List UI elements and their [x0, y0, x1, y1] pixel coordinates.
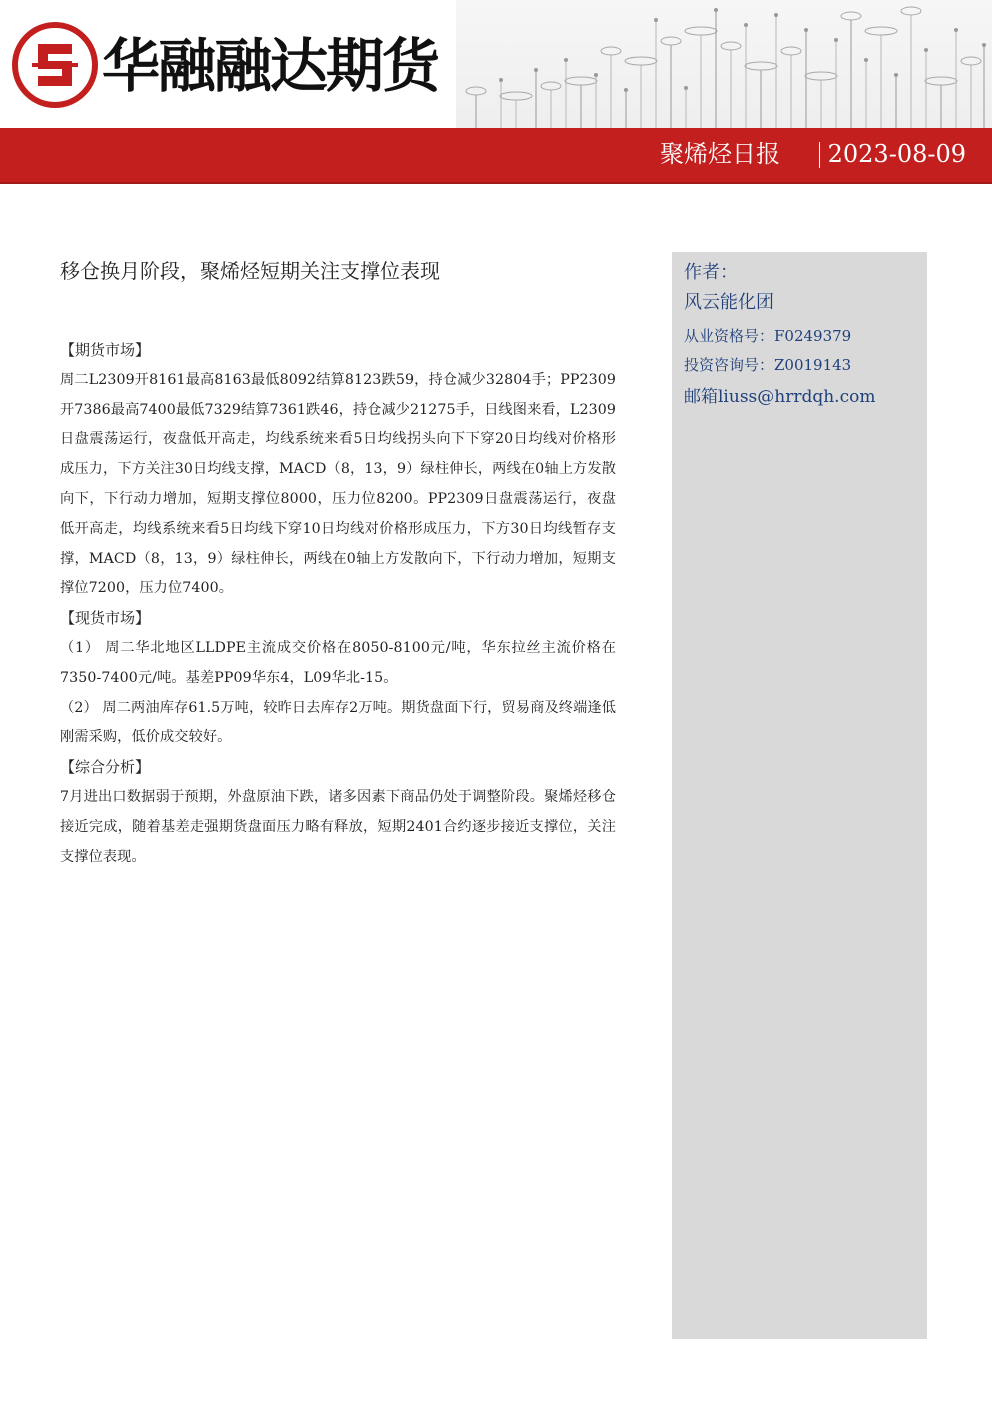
decor-dot	[954, 28, 958, 32]
brand-logo-icon	[12, 22, 98, 108]
company-name: 华融融达期货	[102, 32, 439, 100]
decor-ellipse	[466, 87, 486, 95]
decor-dot	[499, 78, 503, 82]
author-name: 风云能化团	[684, 292, 774, 313]
decor-ellipse	[565, 77, 597, 85]
decor-dot	[744, 23, 748, 27]
decor-ellipse	[805, 72, 837, 80]
decor-dot	[714, 8, 718, 12]
paragraph: 7月进出口数据弱于预期，外盘原油下跌，诸多因素下商品仍处于调整阶段。聚烯烃移仓接近完成，随着基差走强期货盘面压力略有释放，短期2401合约逐步接近支撑位，关注支撑位表现。	[60, 788, 616, 865]
practitioner-license: 从业资格号：F0249379	[684, 327, 852, 345]
decor-ellipse	[500, 92, 532, 100]
decor-ellipse	[841, 12, 861, 20]
decor-dot	[654, 18, 658, 22]
section-heading: 【期货市场】	[60, 341, 151, 359]
decor-ellipse	[901, 7, 921, 15]
decor-ellipse	[625, 57, 657, 65]
decor-dot	[894, 73, 898, 77]
report-type-title: 聚烯烃日报	[660, 140, 780, 168]
decor-ellipse	[601, 47, 621, 55]
paragraph: 周二L2309开8161最高8163最低8092结算8123跌59，持仓减少32804手；PP2309开7386最高7400最低7329结算7361跌46，持仓减少21275手，日线图来看，L2309日盘震荡运行，夜盘低开高走，均线系统来看5日均线拐头向下下穿20日均线对价格形成压力，下方关注30日均线支撑，MACD（8，13，9）绿柱伸长，两线在0轴上方发散向下，下行动力增加，短期支撑位8000，压力位8200。PP2309日盘震荡运行，夜盘低开高走，均线系统来看5日均线下穿10日均线对价格形成压力，下方30日均线暂存支撑，MACD（8，13，9）绿柱伸长，两线在0轴上方发散向下，下行动力增加，短期支撑位7200，压力位7400。	[60, 371, 616, 597]
decor-dot	[594, 73, 598, 77]
decor-ellipse	[745, 62, 777, 70]
decorative-lines-graphic	[456, 0, 992, 130]
decor-dot	[564, 58, 568, 62]
decor-ellipse	[661, 37, 681, 45]
paragraph: （2） 周二两油库存61.5万吨，较昨日去库存2万吨。期货盘面下行，贸易商及终端逢低刚需采购，低价成交较好。	[60, 699, 616, 746]
decor-dot	[834, 38, 838, 42]
author-label: 作者：	[684, 262, 738, 283]
section-futures-market	[60, 336, 616, 604]
decor-ellipse	[685, 27, 717, 35]
decor-ellipse	[781, 47, 801, 55]
report-header-band	[0, 128, 992, 184]
decor-dot	[534, 68, 538, 72]
decor-dot	[924, 48, 928, 52]
section-spot-market	[60, 604, 616, 753]
article-title: 移仓换月阶段，聚烯烃短期关注支撑位表现	[60, 259, 440, 283]
decor-ellipse	[961, 57, 981, 65]
decor-dot	[804, 28, 808, 32]
decor-dot	[624, 88, 628, 92]
decor-ellipse	[925, 77, 957, 85]
decor-ellipse	[721, 42, 741, 50]
decor-dot	[774, 13, 778, 17]
section-heading: 【综合分析】	[60, 758, 151, 777]
section-heading: 【现货市场】	[60, 609, 151, 628]
paragraph: （1） 周二华北地区LLDPE主流成交价格在8050-8100元/吨，华东拉丝主流价格在7350-7400元/吨。基差PP09华东4，L09华北-15。	[60, 639, 616, 686]
decor-dot	[982, 43, 986, 47]
investment-consulting-license: 投资咨询号：Z0019143	[684, 356, 852, 374]
header-divider	[819, 142, 820, 168]
decor-dot	[864, 58, 868, 62]
header-decoration	[456, 0, 992, 130]
author-sidebar	[672, 252, 927, 1339]
report-date: 2023-08-09	[827, 140, 966, 168]
decor-dot	[684, 86, 688, 90]
author-email[interactable]: 邮箱liuss@hrrdqh.com	[684, 387, 876, 407]
decor-ellipse	[541, 82, 561, 90]
decor-ellipse	[865, 27, 897, 35]
article-body	[60, 254, 616, 872]
section-comprehensive-analysis	[60, 753, 616, 872]
